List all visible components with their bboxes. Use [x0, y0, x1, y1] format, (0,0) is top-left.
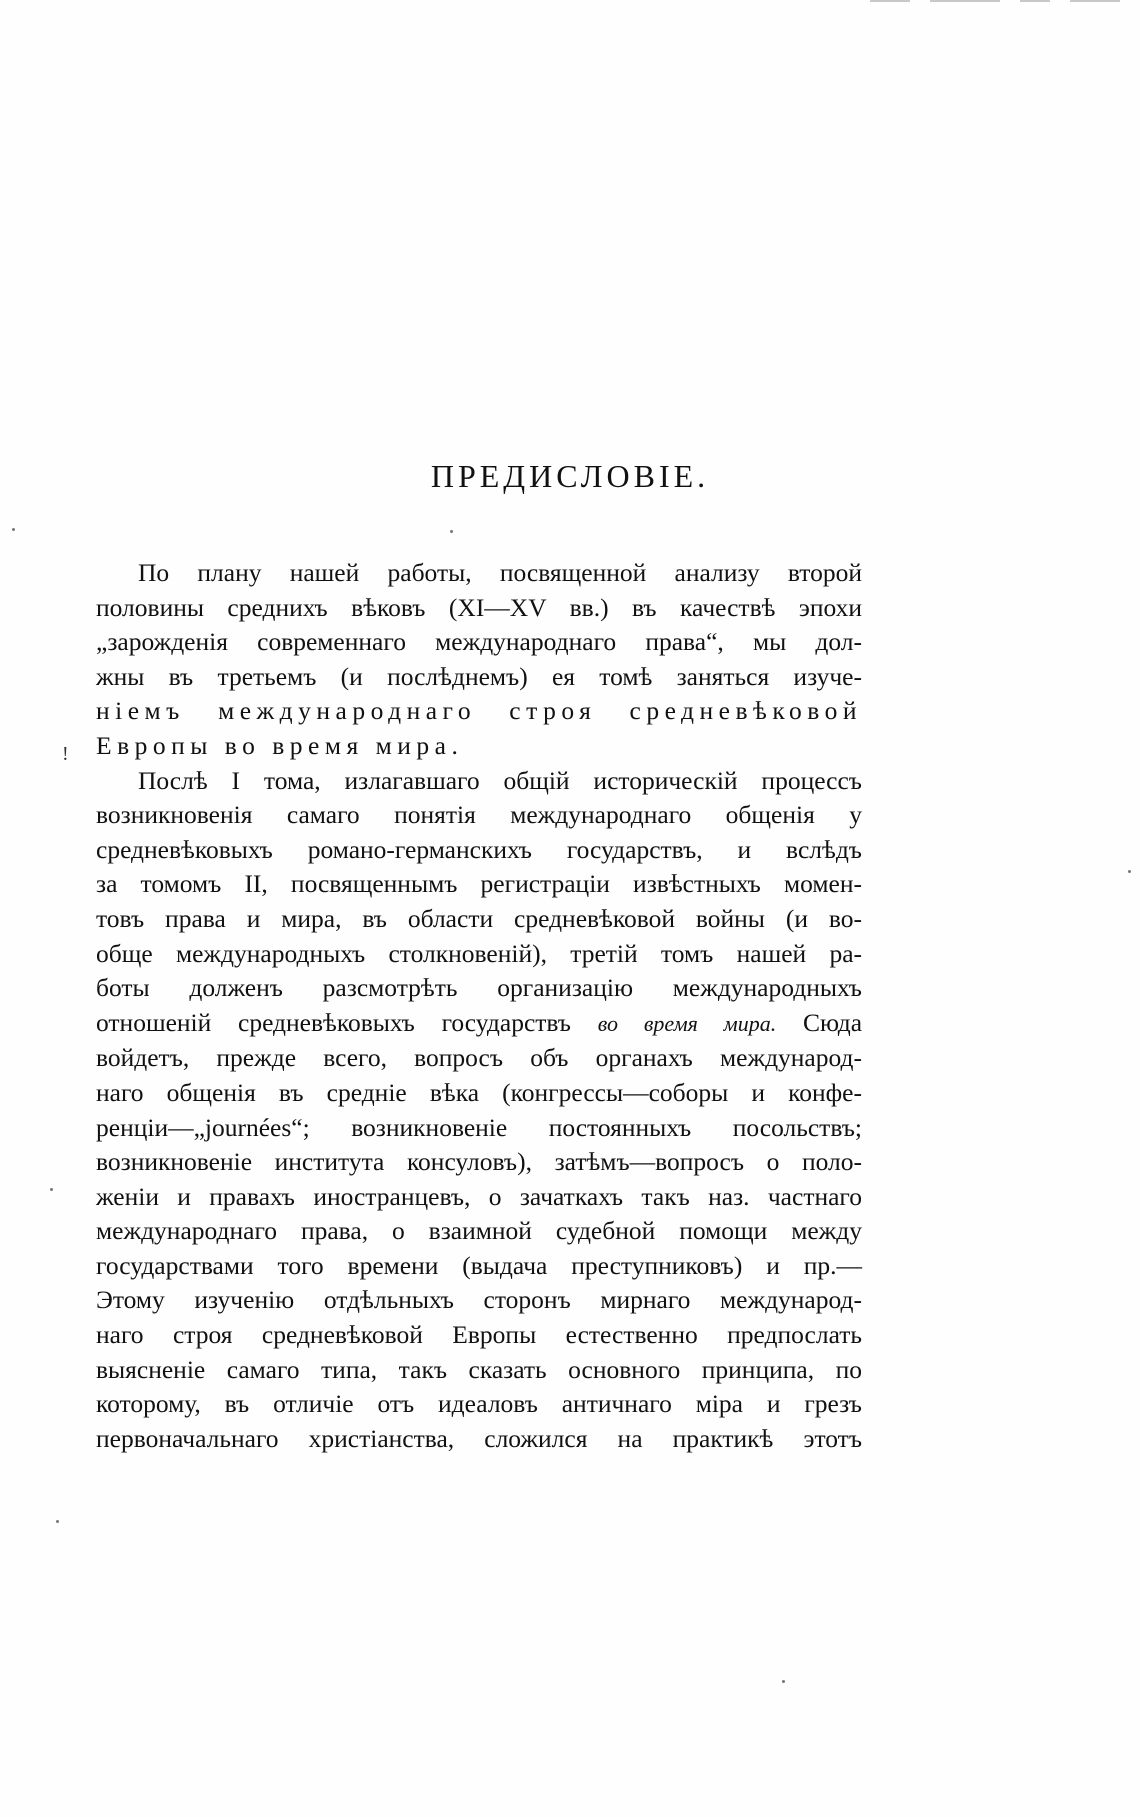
scan-speck	[1128, 870, 1131, 873]
page-heading: ПРЕДИСЛОВІЕ.	[430, 458, 710, 494]
scan-speck	[450, 530, 453, 533]
text-line: женіи и правахъ иностранцевъ, о зачаткахъ такъ наз. частнаго	[96, 1181, 862, 1211]
text-line-spaced: Европы во время мира.	[96, 730, 464, 760]
scan-speck	[782, 1680, 785, 1683]
text-line: первоначальнаго христіанства, сложился на практикѣ этотъ	[96, 1423, 862, 1453]
body-text	[96, 556, 862, 1456]
paragraph-2	[96, 764, 862, 1457]
margin-mark: !	[62, 743, 69, 765]
text-line: войдетъ, прежде всего, вопросъ объ органахъ международ-	[96, 1043, 862, 1073]
paragraph-1	[96, 556, 862, 764]
text-line: товъ права и мира, въ области средневѣковой войны (и во-	[96, 903, 862, 933]
scan-speck	[56, 1520, 59, 1523]
text-line: выясненіе самаго типа, такъ сказать основного принципа, по	[96, 1354, 862, 1384]
text-segment: отношеній средневѣковыхъ государствъ	[96, 1007, 571, 1037]
scan-edge-marks	[760, 0, 1120, 8]
text-line: средневѣковыхъ романо-германскихъ государствъ, и вслѣдъ	[96, 834, 862, 864]
scan-speck	[12, 528, 15, 531]
text-line: Послѣ I тома, излагавшаго общій историческій процессъ	[138, 765, 862, 795]
italic-emphasis: во время мира.	[597, 1010, 777, 1036]
text-line: По плану нашей работы, посвященной анализу второй	[138, 558, 862, 587]
text-line-with-italic	[96, 1006, 862, 1042]
text-line: за томомъ II, посвященнымъ регистраціи извѣстныхъ момен-	[96, 869, 862, 899]
text-line: боты долженъ разсмотрѣть организацію международныхъ	[96, 973, 862, 1003]
text-line: Этому изученію отдѣльныхъ сторонъ мирнаго международ-	[96, 1285, 862, 1315]
text-line: возникновенія самаго понятія международнаго общенія у	[96, 800, 862, 830]
text-segment: Сюда	[802, 1007, 863, 1037]
text-line-spaced: ніемъ международнаго строя средневѣковой	[96, 696, 862, 726]
text-line: наго общенія въ средніе вѣка (конгрессы—соборы и конфе-	[96, 1077, 862, 1107]
text-line: ренціи—„journées“; возникновеніе постоянныхъ посольствъ;	[96, 1112, 862, 1142]
text-line: половины среднихъ вѣковъ (XI—XV вв.) въ качествѣ эпохи	[96, 592, 862, 622]
text-line: которому, въ отличіе отъ идеаловъ античнаго міра и грезъ	[96, 1389, 862, 1419]
text-line: „зарожденія современнаго международнаго права“, мы дол-	[96, 627, 862, 657]
text-line: наго строя средневѣковой Европы естественно предпослать	[96, 1320, 862, 1350]
text-line: возникновеніе института консуловъ), затѣмъ—вопросъ о поло-	[96, 1147, 862, 1177]
text-line: жны въ третьемъ (и послѣднемъ) ея томѣ заняться изуче-	[96, 661, 862, 691]
text-line: обще международныхъ столкновеній), третій томъ нашей ра-	[96, 938, 862, 968]
scan-speck	[50, 1188, 53, 1191]
text-line: международнаго права, о взаимной судебной помощи между	[96, 1216, 862, 1246]
text-line: государствами того времени (выдача преступниковъ) и пр.—	[96, 1250, 862, 1280]
